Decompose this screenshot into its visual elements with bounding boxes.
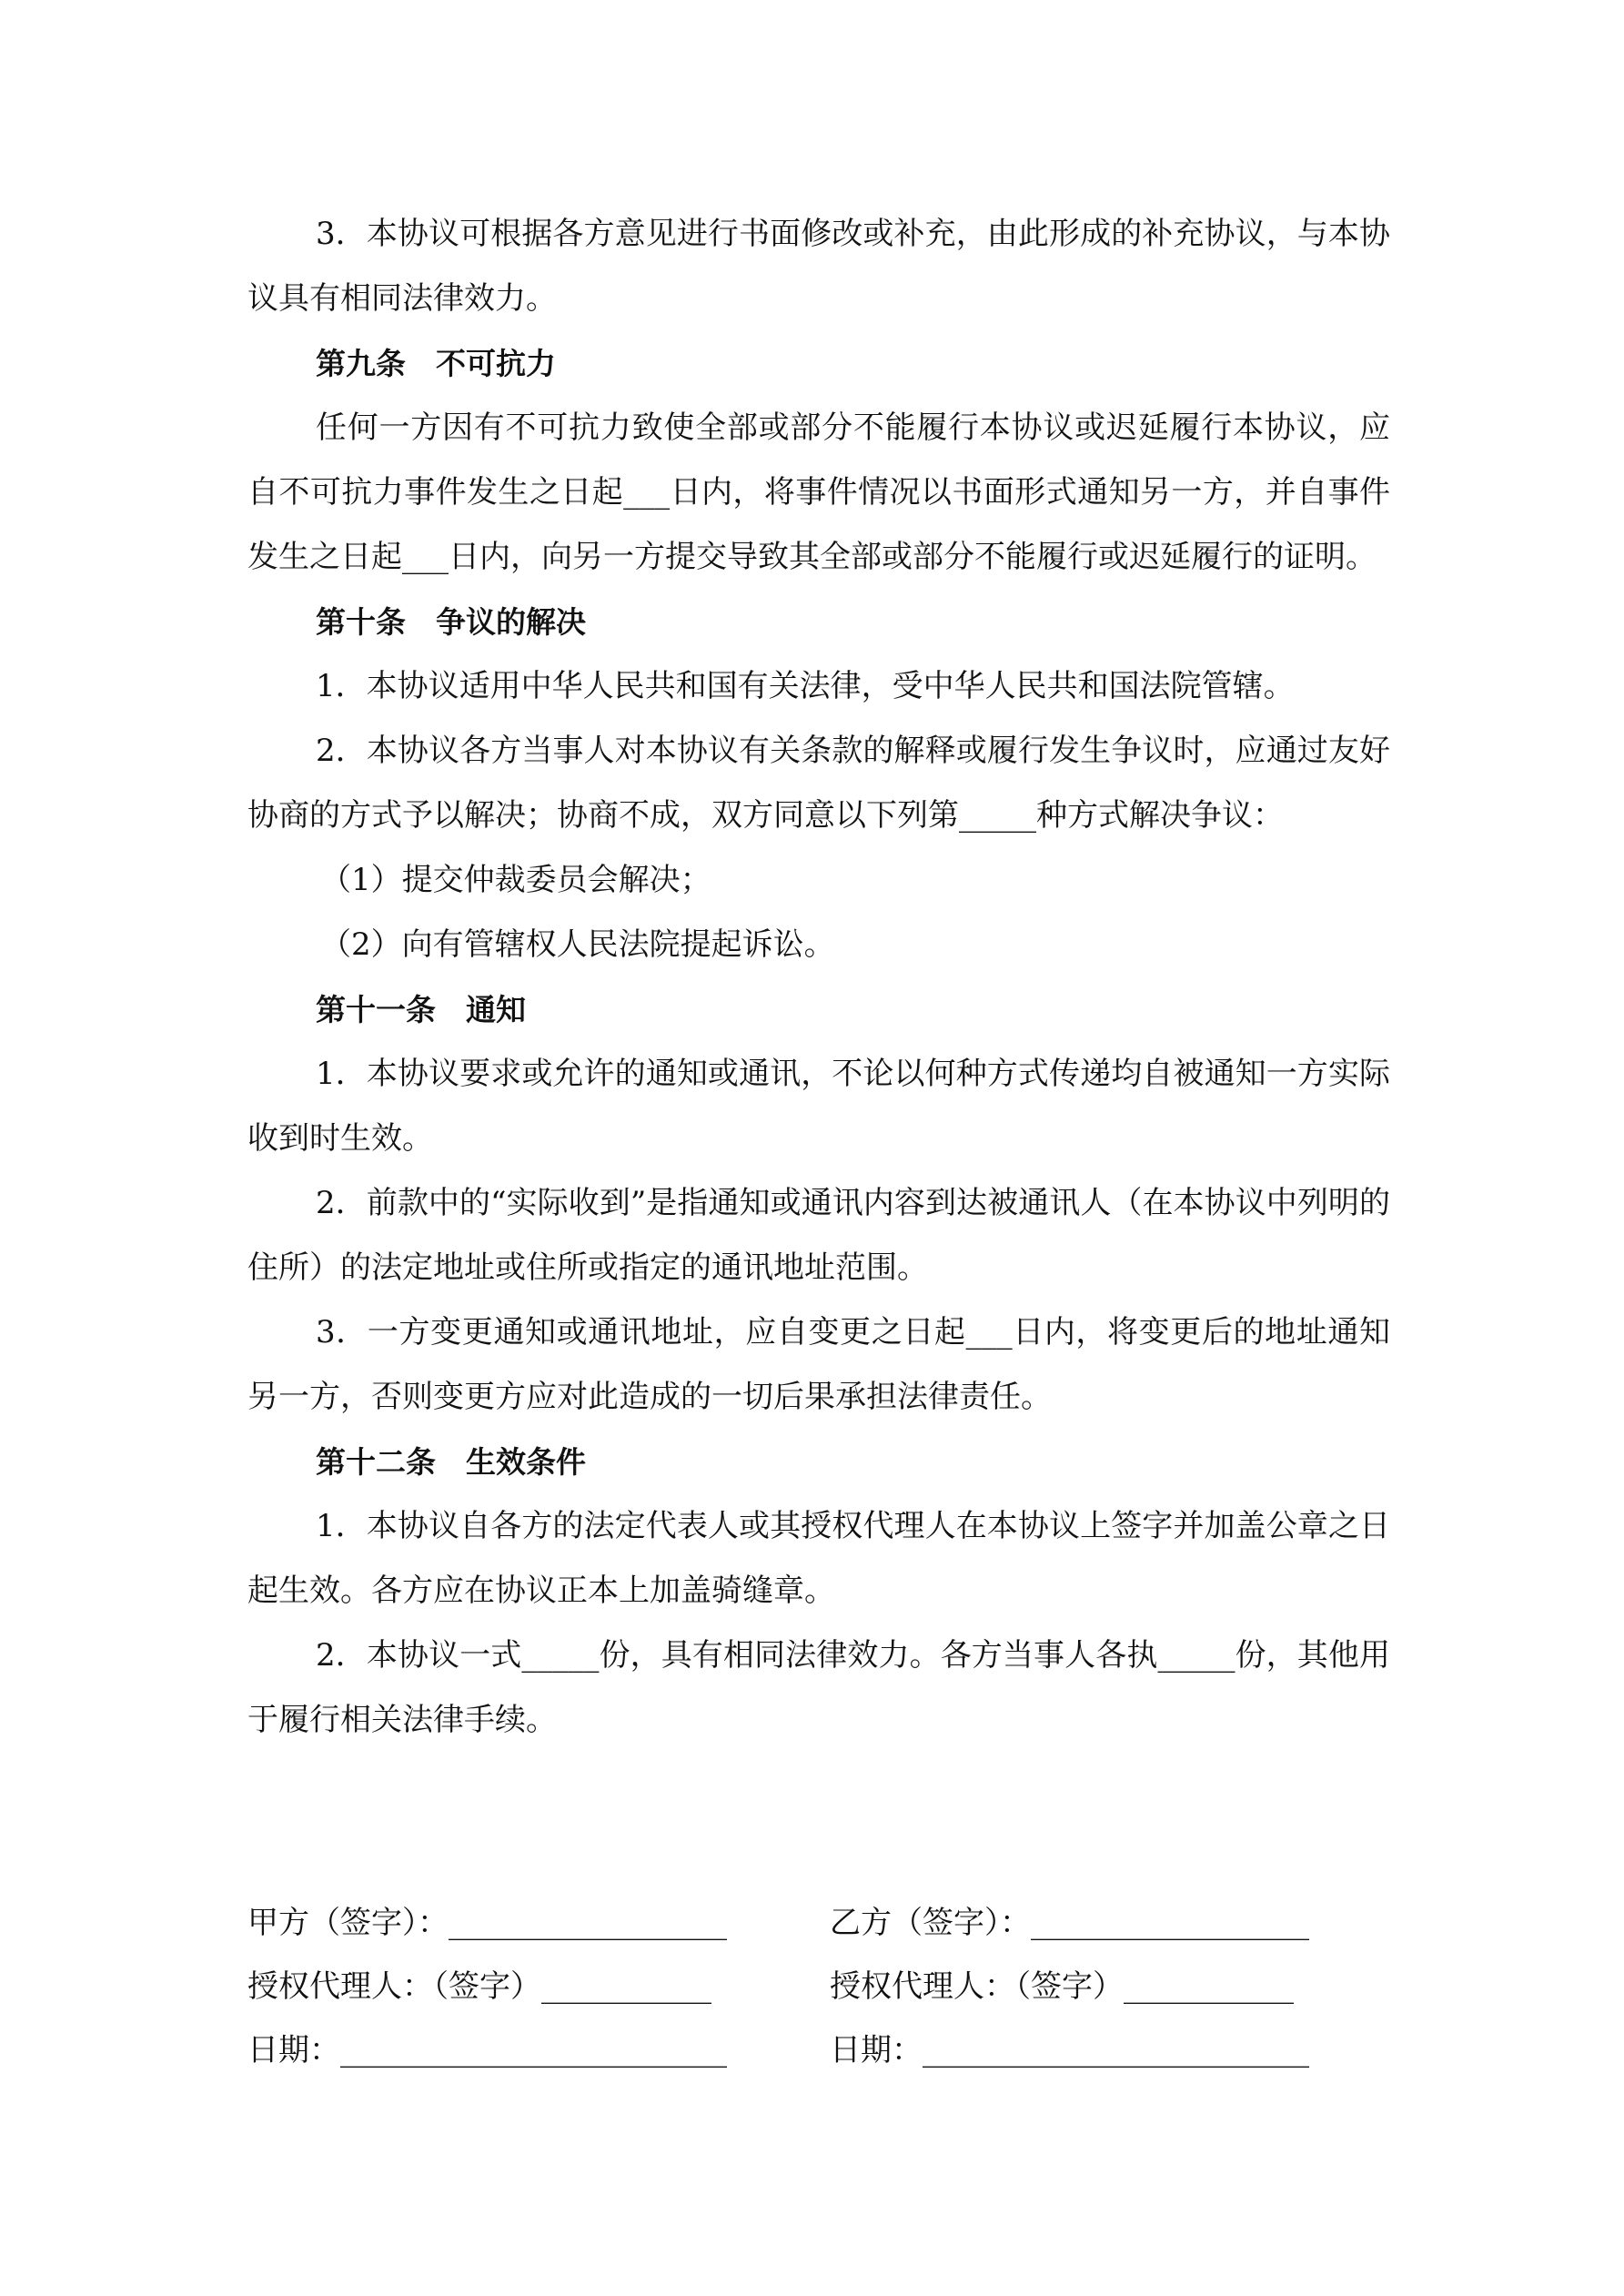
clause-8-item-3: 3．本协议可根据各方意见进行书面修改或补充，由此形成的补充协议，与本协议具有相同法律效力。 bbox=[247, 216, 1390, 317]
party-b-agent-signature: 授权代理人：（签字）___________ bbox=[830, 1968, 1294, 2005]
article-9-heading: 第九条 不可抗力 bbox=[316, 346, 556, 381]
signature-row-date bbox=[247, 2018, 1390, 2082]
article-10-item-1: 1．本协议适用中华人民共和国有关法律，受中华人民共和国法院管辖。 bbox=[316, 668, 1295, 704]
article-10-item-2: 2．本协议各方当事人对本协议有关条款的解释或履行发生争议时，应通过友好协商的方式予以解决；协商不成，双方同意以下列第_____种方式解决争议： bbox=[247, 733, 1390, 834]
article-11-item-1: 1．本协议要求或允许的通知或通讯，不论以何种方式传递均自被通知一方实际收到时生效。 bbox=[247, 1056, 1390, 1157]
signature-row-party bbox=[247, 1891, 1390, 1955]
article-11-heading: 第十一条 通知 bbox=[316, 992, 526, 1027]
party-a-agent-signature: 授权代理人：（签字）___________ bbox=[247, 1968, 711, 2005]
party-b-date: 日期：_________________________ bbox=[830, 2032, 1309, 2068]
article-10-heading: 第十条 争议的解决 bbox=[316, 604, 586, 640]
document-body bbox=[247, 202, 1390, 1753]
article-9-paragraph: 任何一方因有不可抗力致使全部或部分不能履行本协议或迟延履行本协议，应自不可抗力事件发生之日起___日内，将事件情况以书面形式通知另一方，并自事件发生之日起___日内，向另一方提交导致其全部或部分不能履行或迟延履行的证明。 bbox=[247, 410, 1390, 575]
signature-row-agent bbox=[247, 1955, 1390, 2018]
article-11-item-2: 2．前款中的“实际收到”是指通知或通讯内容到达被通讯人（在本协议中列明的住所）的法定地址或住所或指定的通讯地址范围。 bbox=[247, 1185, 1390, 1286]
article-12-item-1: 1．本协议自各方的法定代表人或其授权代理人在本协议上签字并加盖公章之日起生效。各方应在协议正本上加盖骑缝章。 bbox=[247, 1508, 1390, 1609]
party-a-date: 日期：_________________________ bbox=[247, 2032, 727, 2068]
article-10-option-2: （2）向有管辖权人民法院提起诉讼。 bbox=[320, 926, 835, 963]
party-a-signature: 甲方（签字）：__________________ bbox=[247, 1905, 727, 1941]
article-11-item-3: 3．一方变更通知或通讯地址，应自变更之日起___日内，将变更后的地址通知另一方，否则变更方应对此造成的一切后果承担法律责任。 bbox=[247, 1314, 1390, 1415]
article-10-option-1: （1）提交仲裁委员会解决； bbox=[320, 862, 711, 898]
party-b-signature: 乙方（签字）：__________________ bbox=[830, 1905, 1309, 1941]
signature-block bbox=[247, 1891, 1390, 2082]
article-12-heading: 第十二条 生效条件 bbox=[316, 1444, 586, 1480]
article-12-item-2: 2．本协议一式_____份，具有相同法律效力。各方当事人各执_____份，其他用于履行相关法律手续。 bbox=[247, 1637, 1390, 1738]
